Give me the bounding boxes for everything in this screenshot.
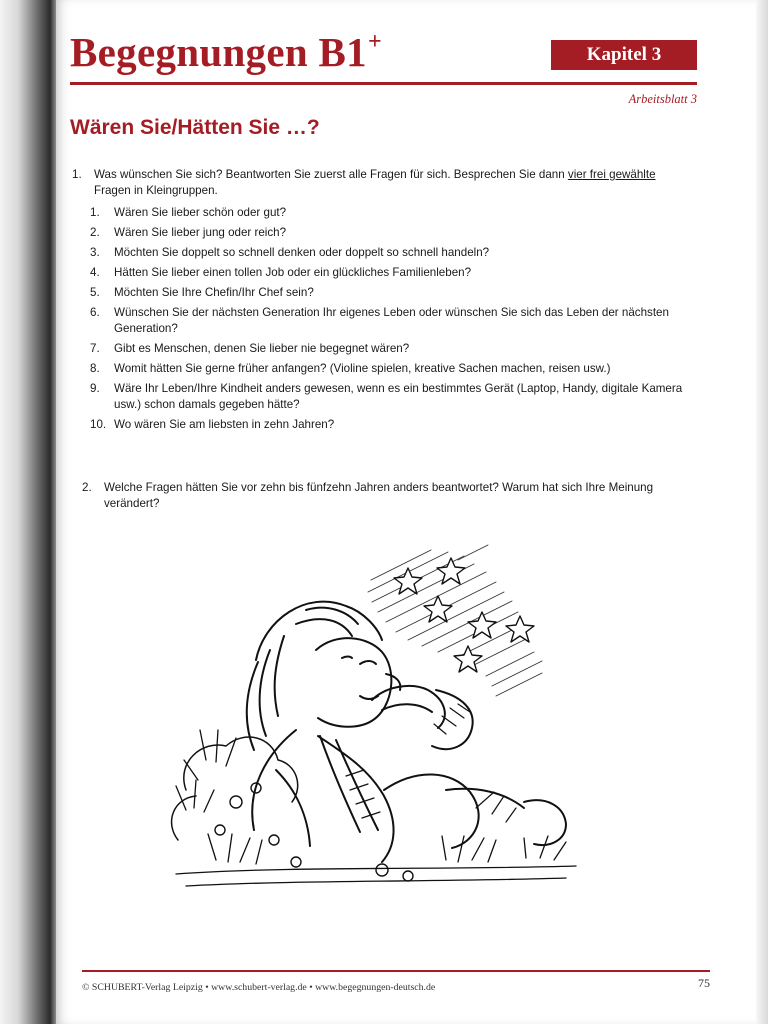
header-rule xyxy=(70,82,697,85)
question-item xyxy=(90,341,690,357)
question-number: 6. xyxy=(90,306,100,319)
book-title-superscript: + xyxy=(367,29,382,55)
worksheet-label: Arbeitsblatt 3 xyxy=(628,92,697,106)
book-spine xyxy=(0,0,58,1024)
task-2 xyxy=(82,480,702,516)
question-text: Wünschen Sie der nächsten Generation Ihr eigenes Leben oder wünschen Sie sich das Leben der nächsten Generation? xyxy=(114,306,669,335)
question-text: Hätten Sie lieber einen tollen Job oder ein glückliches Familienleben? xyxy=(114,266,472,279)
question-item xyxy=(90,245,690,261)
question-number: 10. xyxy=(90,418,107,431)
page-heading: Wären Sie/Hätten Sie …? xyxy=(70,116,320,139)
question-text: Möchten Sie Ihre Chefin/Ihr Chef sein? xyxy=(114,286,314,299)
chapter-badge: Kapitel 3 xyxy=(551,40,697,70)
task-1-text-before: Was wünschen Sie sich? Beantworten Sie zuerst alle Fragen für sich. Besprechen Sie dann xyxy=(94,168,568,181)
task-1-text xyxy=(94,167,684,199)
question-item xyxy=(90,205,690,221)
task-1-text-underlined: vier frei gewählte xyxy=(567,168,656,181)
book-title-text: Begegnungen B1 xyxy=(70,29,367,75)
question-item xyxy=(90,285,690,301)
question-number: 3. xyxy=(90,246,100,259)
daydreaming-child-stars-illustration-icon xyxy=(146,540,586,900)
question-number: 4. xyxy=(90,266,100,279)
task-1 xyxy=(72,167,692,203)
book-title xyxy=(70,28,382,76)
page-number: 75 xyxy=(698,976,710,990)
page-edge xyxy=(756,0,768,1024)
footer-copyright: © SCHUBERT-Verlag Leipzig • www.schubert-verlag.de • www.begegnungen-deutsch.de xyxy=(82,982,436,993)
question-text: Wäre Ihr Leben/Ihre Kindheit anders gewesen, wenn es ein bestimmtes Gerät (Laptop, Handy, digitale Kamera usw.) schon damals gegeben hätte? xyxy=(114,382,683,411)
question-number: 5. xyxy=(90,286,100,299)
question-text: Wo wären Sie am liebsten in zehn Jahren? xyxy=(114,418,335,431)
task-2-text: Welche Fragen hätten Sie vor zehn bis fünfzehn Jahren anders beantwortet? Warum hat sich Ihre Meinung verändert? xyxy=(104,481,654,510)
question-number: 8. xyxy=(90,362,100,375)
task-1-text-after: Fragen in Kleingruppen. xyxy=(94,184,218,197)
question-list xyxy=(90,205,690,437)
question-item xyxy=(90,225,690,241)
question-number: 9. xyxy=(90,382,100,395)
question-item xyxy=(90,361,690,377)
question-item xyxy=(90,305,690,337)
question-item xyxy=(90,265,690,281)
worksheet-page xyxy=(56,0,756,1024)
question-item xyxy=(90,417,690,433)
question-item xyxy=(90,381,690,413)
task-2-number: 2. xyxy=(82,481,92,494)
question-text: Möchten Sie doppelt so schnell denken oder doppelt so schnell handeln? xyxy=(114,246,490,259)
question-number: 1. xyxy=(90,206,100,219)
question-text: Wären Sie lieber schön oder gut? xyxy=(114,206,287,219)
task-1-number: 1. xyxy=(72,168,82,181)
question-number: 7. xyxy=(90,342,100,355)
question-text: Womit hätten Sie gerne früher anfangen? (Violine spielen, kreative Sachen machen, reisen usw.) xyxy=(114,362,611,375)
daydreaming-child-illustration xyxy=(146,540,586,900)
footer-rule xyxy=(82,970,710,972)
question-number: 2. xyxy=(90,226,100,239)
question-text: Gibt es Menschen, denen Sie lieber nie begegnet wären? xyxy=(114,342,410,355)
question-text: Wären Sie lieber jung oder reich? xyxy=(114,226,287,239)
